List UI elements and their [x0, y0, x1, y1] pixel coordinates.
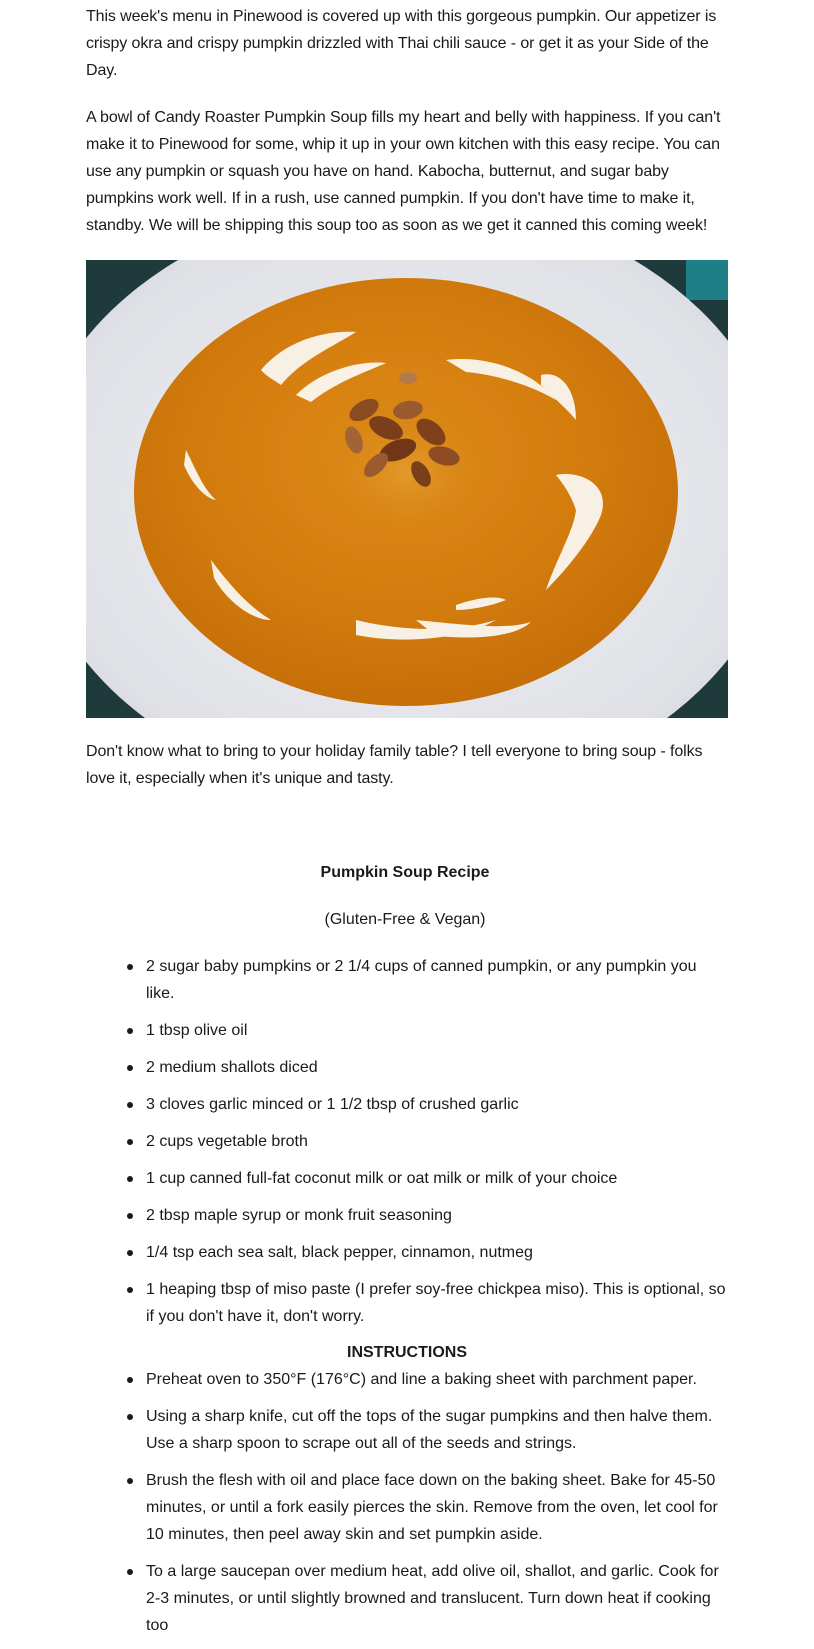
- instructions-heading: INSTRUCTIONS: [347, 1344, 467, 1361]
- ingredient-item: 1 cup canned full-fat coconut milk or oat milk or milk of your choice: [146, 1165, 728, 1192]
- recipe-subtitle: (Gluten-Free & Vegan): [324, 911, 486, 928]
- ingredients-list: [86, 953, 728, 1330]
- intro-paragraph-3: Don't know what to bring to your holiday family table? I tell everyone to bring soup - folks love it, especially when it's unique and tasty.: [86, 743, 703, 787]
- instructions-list: [86, 1366, 728, 1639]
- ingredient-item: 3 cloves garlic minced or 1 1/2 tbsp of crushed garlic: [146, 1091, 728, 1118]
- intro-paragraph-1: This week's menu in Pinewood is covered up with this gorgeous pumpkin. Our appetizer is crispy okra and crispy pumpkin drizzled with Thai chili sauce - or get it as your Side of the Day.: [86, 8, 717, 79]
- instruction-step: Using a sharp knife, cut off the tops of the sugar pumpkins and then halve them. Use a sharp spoon to scrape out all of the seeds and strings.: [146, 1403, 728, 1457]
- instruction-step: Brush the flesh with oil and place face down on the baking sheet. Bake for 45-50 minutes, or until a fork easily pierces the skin. Remove from the oven, let cool for 10 minutes, then peel away skin and set pumpkin aside.: [146, 1467, 728, 1548]
- instruction-step: To a large saucepan over medium heat, add olive oil, shallot, and garlic. Cook for 2-3 minutes, or until slightly browned and translucent. Turn down heat if cooking too: [146, 1558, 728, 1639]
- article-body: [86, 0, 728, 1649]
- ingredient-item: 2 tbsp maple syrup or monk fruit seasoning: [146, 1202, 728, 1229]
- ingredient-item: 1/4 tsp each sea salt, black pepper, cinnamon, nutmeg: [146, 1239, 728, 1266]
- ingredient-item: 1 tbsp olive oil: [146, 1017, 728, 1044]
- ingredient-item: 1 heaping tbsp of miso paste (I prefer soy-free chickpea miso). This is optional, so if you don't have it, don't worry.: [146, 1276, 728, 1330]
- pumpkin-soup-photo: [86, 260, 728, 718]
- ingredient-item: 2 sugar baby pumpkins or 2 1/4 cups of canned pumpkin, or any pumpkin you like.: [146, 953, 728, 1007]
- ingredient-item: 2 cups vegetable broth: [146, 1128, 728, 1155]
- intro-paragraph-2: A bowl of Candy Roaster Pumpkin Soup fills my heart and belly with happiness. If you can't make it to Pinewood for some, whip it up in your own kitchen with this easy recipe. You can use any pumpkin or squash you have on hand. Kabocha, butternut, and sugar baby pumpkins work well. If in a rush, use canned pumpkin. If you don't have time to make it, standby. We will be shipping this soup too as soon as we get it canned this coming week!: [86, 109, 721, 234]
- recipe-title: Pumpkin Soup Recipe: [320, 864, 490, 881]
- ingredient-item: 2 medium shallots diced: [146, 1054, 728, 1081]
- instruction-step: Preheat oven to 350°F (176°C) and line a baking sheet with parchment paper.: [146, 1366, 728, 1393]
